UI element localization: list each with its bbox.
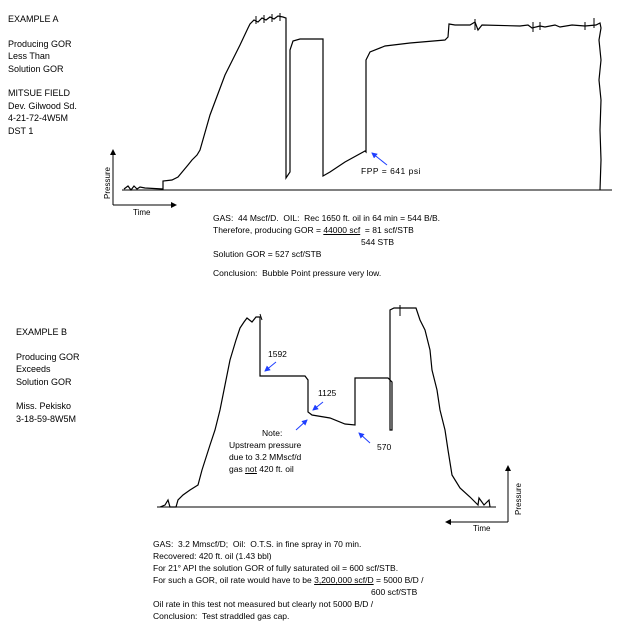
example-a-subtitle-line: Solution GOR [8, 63, 64, 74]
example-a-noise-ticks [256, 13, 594, 32]
example-b-note-not-measured: Oil rate in this test not measured but clearly not 5000 B/D / [153, 599, 374, 609]
arrow-note-icon [296, 420, 307, 430]
annotation-1592: 1592 [268, 349, 287, 359]
example-b-location-line: Miss. Pekisko [16, 401, 72, 411]
example-b-label-block [16, 326, 80, 425]
gor-numerator: 44000 scf [323, 225, 361, 235]
example-b-note-oil-rate-calc: For such a GOR, oil rate would have to be 3,200,000 scf/D = 5000 B/D / [153, 575, 424, 585]
gor-denominator: 544 STB [361, 237, 395, 247]
example-a-axes-icon [113, 150, 176, 205]
example-b-location-line: 3-18-59-8W5M [16, 413, 77, 424]
note-line: Upstream pressure [229, 440, 302, 450]
example-b-y-axis-label: Pressure [514, 482, 523, 515]
example-b-subtitle-line: Exceeds [16, 364, 51, 374]
arrow-1592-icon [265, 362, 276, 371]
note-line: due to 3.2 MMscf/d [229, 452, 302, 462]
arrow-570-icon [359, 433, 370, 443]
example-a-subtitle-line: Producing GOR [8, 38, 72, 49]
arrow-1125-icon [313, 402, 323, 410]
example-b-title: EXAMPLE B [16, 327, 68, 337]
example-a-title: EXAMPLE A [8, 14, 59, 24]
rate-numerator: 3,200,000 scf/D [314, 575, 374, 585]
note-title: Note: [262, 428, 283, 438]
example-a-location-line: Dev. Gilwood Sd. [8, 100, 77, 111]
example-a-subtitle-line: Less Than [8, 51, 50, 61]
rate-denominator: 600 scf/STB [371, 587, 418, 597]
example-a-y-axis-label: Pressure [103, 166, 112, 199]
example-a-location-line: 4-21-72-4W5M [8, 113, 69, 123]
example-b-x-axis-label: Time [473, 524, 491, 533]
example-b-pressure-trace [160, 308, 490, 507]
example-b-note-conclusion: Conclusion: Test straddled gas cap. [153, 611, 290, 621]
fpp-arrow-icon [372, 153, 387, 165]
example-b-note-gas-oil: GAS: 3.2 Mmscf/D; Oil: O.T.S. in fine spray in 70 min. [153, 539, 362, 549]
example-b-subtitle-line: Producing GOR [16, 351, 80, 362]
note-line: gas not 420 ft. oil [229, 464, 294, 474]
example-b-axes-icon [446, 466, 508, 522]
example-b-subtitle-line: Solution GOR [16, 376, 72, 387]
example-a-note-conclusion: Conclusion: Bubble Point pressure very low. [213, 268, 382, 278]
example-b-noise-ticks [260, 305, 400, 320]
example-a-note-gor-calc: Therefore, producing GOR = 44000 scf = 81 scf/STB [213, 225, 414, 235]
example-a-x-axis-label: Time [133, 208, 151, 217]
example-a-note-gas-oil: GAS: 44 Mscf/D. OIL: Rec 1650 ft. oil in 64 min = 544 B/B. [213, 213, 441, 223]
example-b-note-api: For 21° API the solution GOR of fully saturated oil = 600 scf/STB. [153, 563, 399, 573]
example-a-location-line: MITSUE FIELD [8, 88, 71, 98]
example-b-note-recovered: Recovered: 420 ft. oil (1.43 bbl) [153, 551, 272, 561]
example-a-location-line: DST 1 [8, 125, 34, 136]
example-a-pressure-trace [124, 16, 601, 190]
annotation-570: 570 [377, 442, 392, 452]
annotation-1125: 1125 [318, 388, 337, 398]
example-a-note-solution-gor: Solution GOR = 527 scf/STB [213, 249, 322, 259]
fpp-annotation: FPP = 641 psi [361, 166, 421, 176]
